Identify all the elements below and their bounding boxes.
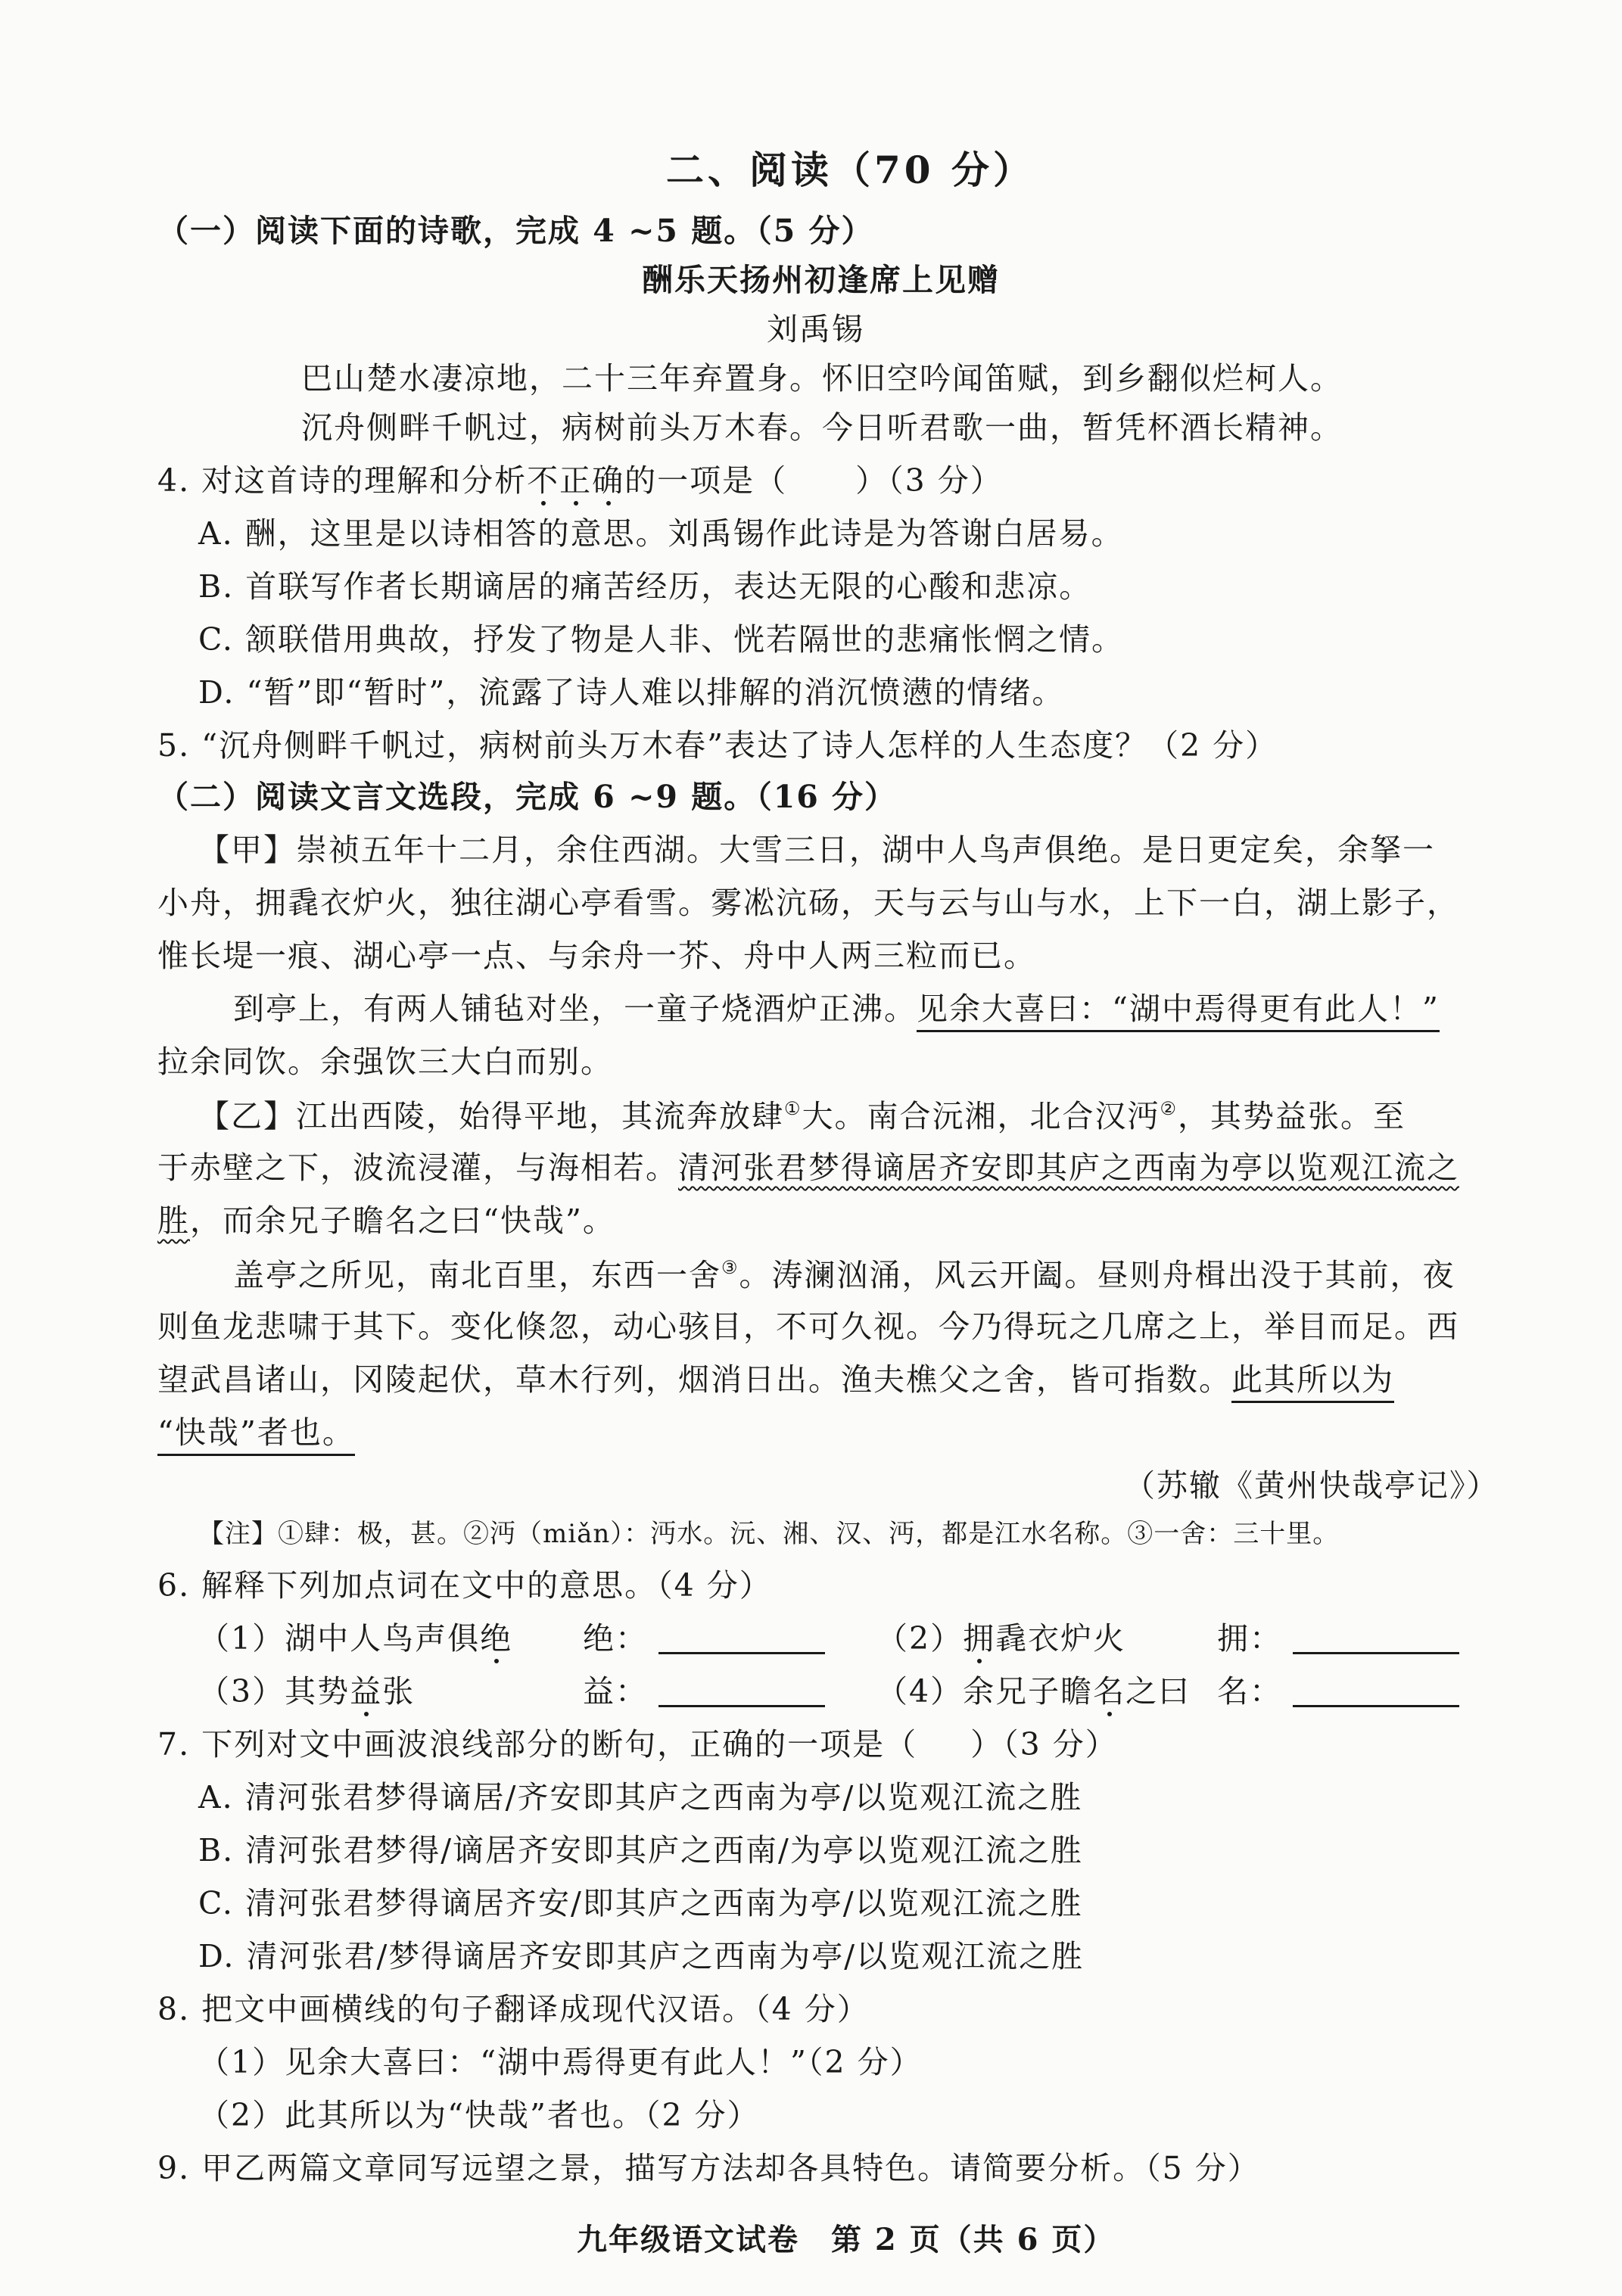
source-citation: （苏辙《黄州快哉亭记》） — [1124, 1467, 1499, 1504]
q6-item-1-dotted: 绝 — [480, 1620, 513, 1657]
q4-stem-dotted: 不正确 — [527, 462, 625, 499]
q6-item-1 — [198, 1620, 513, 1657]
yi-p2-line-4 — [157, 1414, 355, 1451]
poem-author: 刘禹锡 — [767, 311, 864, 347]
note-ref-1: ① — [784, 1098, 802, 1119]
jia-line-1: 【甲】崇祯五年十二月，余住西湖。大雪三日，湖中人鸟声俱绝。是日更定矣，余拏一 — [198, 832, 1435, 868]
q6-item-1-word: 绝： — [583, 1620, 648, 1657]
q4-stem-pre: 4. 对这首诗的理解和分析 — [157, 462, 528, 499]
q4-stem-end: ）（3 分） — [855, 462, 1003, 499]
q8-item-2: （2）此其所以为“快哉”者也。（2 分） — [198, 2097, 760, 2133]
q6-stem: 6. 解释下列加点词在文中的意思。（4 分） — [157, 1567, 772, 1604]
q6-item-3-answer — [583, 1673, 825, 1710]
q6-item-3-post: 张 — [382, 1673, 416, 1710]
q6-item-1-blank[interactable] — [658, 1625, 825, 1654]
jia-p2-text: 到亭上，有两人铺毡对坐，一童子烧酒炉正沸。 — [233, 991, 917, 1027]
note-ref-2: ② — [1160, 1098, 1178, 1119]
yi-p2-line-3 — [157, 1361, 1394, 1398]
note-ref-3: ③ — [721, 1257, 739, 1278]
yi-line-1-b: 大。南合沅湘，北合汉沔 — [802, 1098, 1160, 1134]
q6-item-4-answer — [1217, 1673, 1459, 1710]
q4-option-d: D. “暂”即“暂时”，流露了诗人难以排解的消沉愤懑的情绪。 — [198, 674, 1065, 711]
q6-item-4-no: （4） — [876, 1673, 964, 1710]
q6-item-3-no: （3） — [198, 1673, 285, 1710]
q6-item-2-answer — [1217, 1620, 1459, 1657]
q7-option-d: D. 清河张君/梦得谪居齐安即其庐之西南为亭/以览观江流之胜 — [198, 1938, 1085, 1974]
yi-line-2-pre: 于赤壁之下，波流浸灌，与海相若。 — [157, 1150, 678, 1186]
q5-stem: 5. “沉舟侧畔千帆过，病树前头万木春”表达了诗人怎样的人生态度？（2 分） — [157, 727, 1278, 764]
q8-item-1: （1）见余大喜曰：“湖中焉得更有此人！”（2 分） — [198, 2044, 923, 2080]
jia-p2-line-2: 拉余同饮。余强饮三大白而别。 — [157, 1044, 613, 1080]
q7-stem — [157, 1726, 1118, 1762]
q6-item-1-no: （1） — [198, 1620, 285, 1657]
yi-line-1-c: ，其势益张。至 — [1178, 1098, 1406, 1134]
yi-underlined-sentence-b: “快哉”者也。 — [157, 1414, 355, 1456]
q6-item-2-post: 毳衣炉火 — [995, 1620, 1126, 1657]
yi-wavy-end: 胜 — [157, 1202, 190, 1239]
q6-item-3-dotted: 益 — [350, 1673, 383, 1710]
q9-stem: 9. 甲乙两篇文章同写远望之景，描写方法却各具特色。请简要分析。（5 分） — [157, 2150, 1260, 2186]
footnote: 【注】①肆：极，甚。②沔（miǎn）：沔水。沅、湘、汉、沔，都是江水名称。③一舍：三十里。 — [198, 1519, 1340, 1549]
yi-p2-line-2: 则鱼龙悲啸于其下。变化倏忽，动心骇目，不可久视。今乃得玩之几席之上，举目而足。西 — [157, 1308, 1459, 1345]
yi-line-1-a: 【乙】江出西陵，始得平地，其流奔放肆 — [198, 1098, 784, 1134]
yi-line-2 — [157, 1150, 1459, 1186]
q8-stem: 8. 把文中画横线的句子翻译成现代汉语。（4 分） — [157, 1991, 870, 2027]
section-title: 二、阅读（70 分） — [666, 148, 1035, 192]
part1-heading: （一）阅读下面的诗歌，完成 4 ~5 题。（5 分） — [157, 213, 874, 249]
yi-line-3 — [157, 1202, 615, 1239]
q6-item-2-blank[interactable] — [1293, 1625, 1459, 1654]
q6-item-1-answer — [583, 1620, 825, 1657]
jia-line-3: 惟长堤一痕、湖心亭一点、与余舟一芥、舟中人两三粒而已。 — [157, 938, 1036, 974]
poem-line-1: 巴山楚水凄凉地，二十三年弃置身。怀旧空吟闻笛赋，到乡翻似烂柯人。 — [301, 360, 1343, 397]
yi-line-1 — [198, 1100, 1406, 1132]
q6-item-3-pre: 其势 — [285, 1673, 350, 1710]
poem-title: 酬乐天扬州初逢席上见赠 — [642, 262, 1000, 298]
q6-item-1-pre: 湖中人鸟声俱 — [285, 1620, 481, 1657]
yi-p2-line-1-a: 盖亭之所见，南北百里，东西一舍 — [233, 1257, 721, 1293]
q6-item-4 — [876, 1673, 1191, 1710]
q7-stem-end: ）（3 分） — [970, 1726, 1118, 1762]
q6-item-2 — [876, 1620, 1126, 1657]
yi-p2-line-1-b: 。涛澜汹涌，风云开阖。昼则舟楫出没于其前，夜 — [739, 1257, 1455, 1293]
yi-wavy-sentence: 清河张君梦得谪居齐安即其庐之西南为亭以览观江流之 — [678, 1150, 1459, 1186]
poem-line-2: 沉舟侧畔千帆过，病树前头万木春。今日听君歌一曲，暂凭杯酒长精神。 — [301, 409, 1343, 446]
q6-item-3 — [198, 1673, 416, 1710]
yi-p2-line-1 — [233, 1258, 1455, 1291]
q6-item-4-dotted: 名 — [1093, 1673, 1126, 1710]
jia-underlined-sentence: 见余大喜曰：“湖中焉得更有此人！” — [917, 991, 1440, 1032]
q4-option-c: C. 颔联借用典故，抒发了物是人非、恍若隔世的悲痛怅惘之情。 — [198, 621, 1124, 658]
q6-item-4-pre: 余兄子瞻 — [963, 1673, 1094, 1710]
q6-item-4-word: 名： — [1217, 1673, 1282, 1710]
jia-line-2: 小舟，拥毳衣炉火，独往湖心亭看雪。雾凇沆砀，天与云与山与水，上下一白，湖上影子， — [157, 885, 1459, 921]
q7-option-a: A. 清河张君梦得谪居/齐安即其庐之西南为亭/以览观江流之胜 — [198, 1779, 1083, 1815]
q7-option-c: C. 清河张君梦得谪居齐安/即其庐之西南为亭/以览观江流之胜 — [198, 1885, 1083, 1921]
yi-p2-line-3-pre: 望武昌诸山，冈陵起伏，草木行列，烟消日出。渔夫樵父之舍，皆可指数。 — [157, 1361, 1231, 1398]
q4-option-b: B. 首联写作者长期谪居的痛苦经历，表达无限的心酸和悲凉。 — [198, 568, 1092, 605]
q6-item-2-dotted: 拥 — [963, 1620, 996, 1657]
q4-option-a: A. 酬，这里是以诗相答的意思。刘禹锡作此诗是为答谢白居易。 — [198, 515, 1124, 552]
q6-item-4-post: 之曰 — [1125, 1673, 1191, 1710]
q7-option-b: B. 清河张君梦得/谪居齐安即其庐之西南/为亭以览观江流之胜 — [198, 1832, 1083, 1868]
q6-item-2-word: 拥： — [1217, 1620, 1282, 1657]
q4-stem — [157, 462, 1003, 499]
q6-item-2-no: （2） — [876, 1620, 964, 1657]
yi-underlined-sentence-a: 此其所以为 — [1231, 1361, 1394, 1403]
jia-p2-line-1 — [233, 991, 1440, 1027]
part2-heading: （二）阅读文言文选段，完成 6 ~9 题。（16 分） — [157, 779, 898, 815]
page-footer: 九年级语文试卷 第 2 页（共 6 页） — [577, 2222, 1116, 2257]
q7-stem-pre: 7. 下列对文中画波浪线部分的断句，正确的一项是（ — [157, 1726, 918, 1762]
q6-item-4-blank[interactable] — [1293, 1678, 1459, 1707]
yi-line-3-post: ，而余兄子瞻名之曰“快哉”。 — [190, 1202, 615, 1239]
q4-stem-post: 的一项是（ — [624, 462, 788, 499]
q6-item-3-word: 益： — [583, 1673, 648, 1710]
q6-item-3-blank[interactable] — [658, 1678, 825, 1707]
